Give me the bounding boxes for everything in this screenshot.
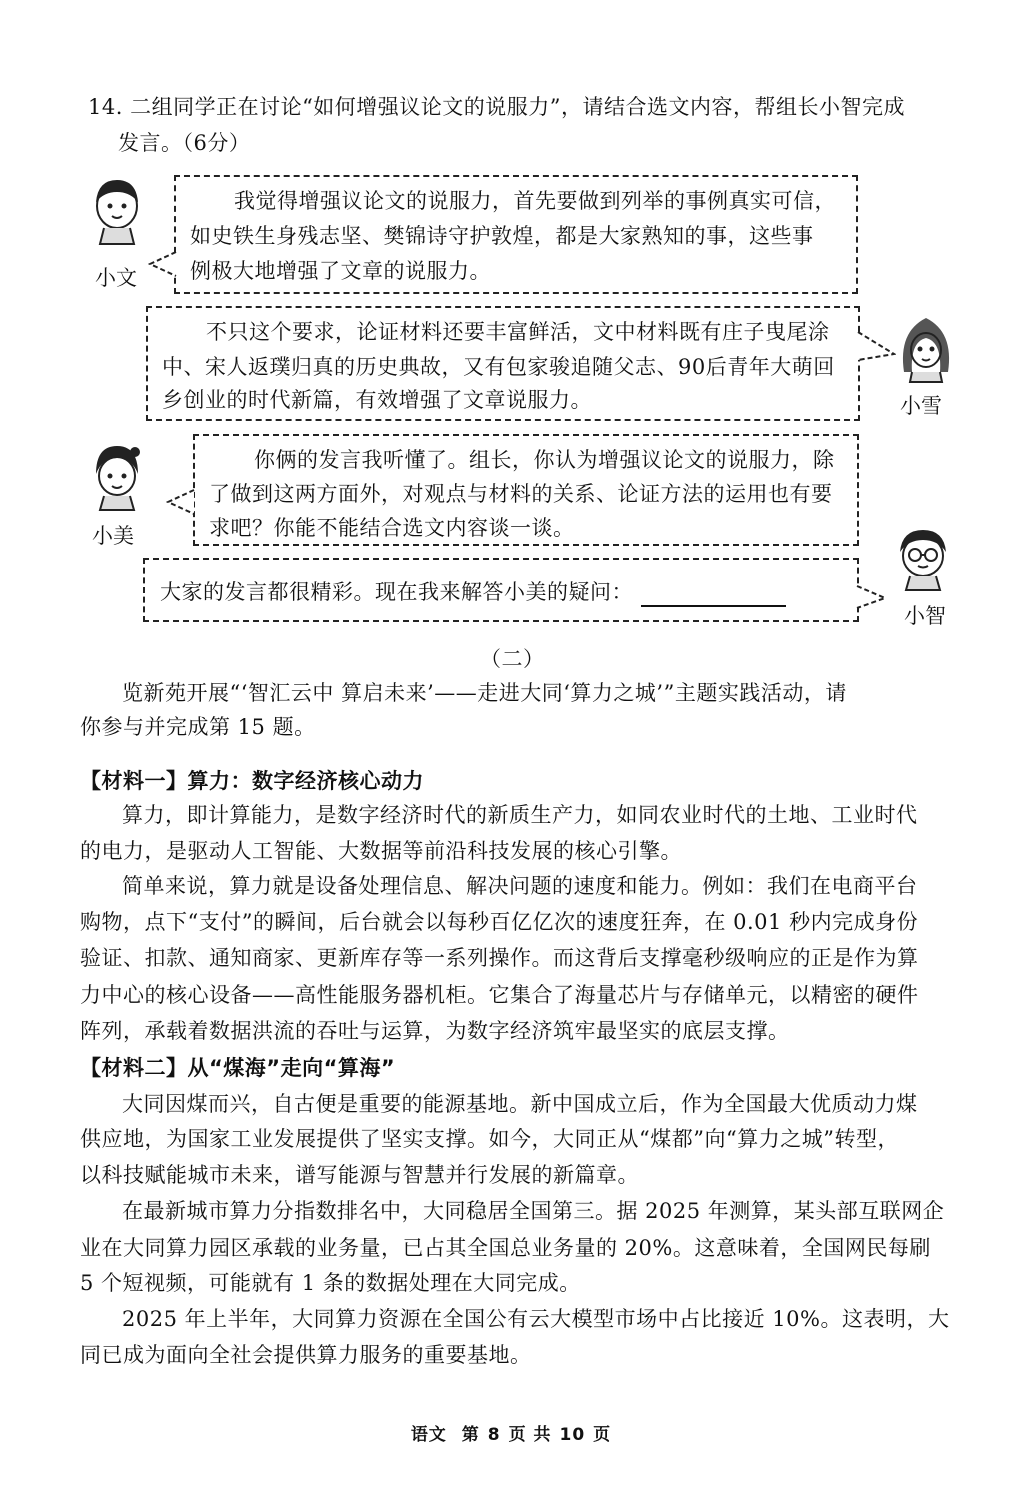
footer-page-mid: 页 共 [508, 1425, 552, 1445]
xiaozhi-name: 小智 [904, 604, 946, 628]
xiaoxue-line-2: 中、宋人返璞归真的历史典故，又有包家骏追随父志、90后青年大萌回 [162, 355, 835, 379]
xiaowen-name: 小文 [95, 266, 137, 290]
xiaowen-line-2: 如史铁生身残志坚、樊锦诗守护敦煌，都是大家熟知的事，这些事 [190, 224, 814, 248]
material-2-line-2: 供应地，为国家工业发展提供了坚实支撑。如今，大同正从“煤都”向“算力之城”转型， [80, 1127, 899, 1151]
xiaowen-line-1: 我觉得增强议论文的说服力，首先要做到列举的事例真实可信， [234, 189, 836, 213]
question-14-line-2: 发言。（6分） [118, 131, 251, 155]
material-1-line-5: 验证、扣款、通知商家、更新库存等一系列操作。而这背后支撑毫秒级响应的正是作为算 [80, 946, 919, 970]
material-1-line-2: 的电力，是驱动人工智能、大数据等前沿科技发展的核心引擎。 [80, 839, 682, 863]
material-1-line-6: 力中心的核心设备——高性能服务器机柜。它集合了海量芯片与存储单元，以精密的硬件 [80, 983, 919, 1007]
material-2-line-7: 2025 年上半年，大同算力资源在全国公有云大模型市场中占比接近 10%。这表明，大 [122, 1307, 950, 1331]
footer-page-number: 8 [487, 1425, 501, 1445]
answer-blank[interactable] [641, 583, 786, 607]
material-1-line-7: 阵列，承载着数据洪流的吞吐与运算，为数字经济筑牢最坚实的底层支撑。 [80, 1019, 790, 1043]
footer-total-pages: 10 [559, 1425, 586, 1445]
material-1-line-1: 算力，即计算能力，是数字经济时代的新质生产力，如同农业时代的土地、工业时代 [122, 803, 918, 827]
footer-page-suffix: 页 [593, 1425, 612, 1445]
material-2-line-6: 5 个短视频，可能就有 1 条的数据处理在大同完成。 [80, 1271, 581, 1295]
material-2-line-4: 在最新城市算力分指数排名中，大同稳居全国第三。据 2025 年测算，某头部互联网企 [122, 1199, 945, 1223]
xiaoxue-line-1: 不只这个要求，论证材料还要丰富鲜活，文中材料既有庄子曳尾涂 [206, 320, 830, 344]
material-1-heading: 【材料一】算力：数字经济核心动力 [80, 769, 424, 793]
xiaozhi-line [160, 577, 786, 607]
material-1-line-3: 简单来说，算力就是设备处理信息、解决问题的速度和能力。例如：我们在电商平台 [122, 874, 918, 898]
xiaomei-line-3: 求吧？你能不能结合选文内容谈一谈。 [209, 516, 575, 540]
xiaomei-line-1: 你俩的发言我听懂了。组长，你认为增强议论文的说服力，除 [254, 448, 835, 472]
footer-page-prefix: 第 [461, 1425, 480, 1445]
question-14-line-1: 14. 二组同学正在讨论“如何增强议论文的说服力”，请结合选文内容，帮组长小智完成 [88, 95, 906, 119]
xiaomei-bubble-tail [166, 488, 196, 518]
material-2-heading: 【材料二】从“煤海”走向“算海” [80, 1056, 396, 1080]
material-2-line-5: 业在大同算力园区承载的业务量，已占其全国总业务量的 20%。这意味着，全国网民每刷 [80, 1236, 931, 1260]
xiaoxue-name: 小雪 [900, 394, 942, 418]
section-2-intro-line-2: 你参与并完成第 15 题。 [80, 715, 316, 739]
xiaowen-bubble-tail [148, 250, 178, 280]
material-2-line-8: 同已成为面向全社会提供算力服务的重要基地。 [80, 1343, 532, 1367]
xiaozhi-line-text: 大家的发言都很精彩。现在我来解答小美的疑问： [160, 580, 633, 604]
material-2-line-1: 大同因煤而兴，自古便是重要的能源基地。新中国成立后，作为全国最大优质动力煤 [122, 1092, 918, 1116]
xiaowen-line-3: 例极大地增强了文章的说服力。 [190, 259, 491, 283]
xiaowen-avatar [90, 176, 144, 246]
material-1-line-4: 购物，点下“支付”的瞬间，后台就会以每秒百亿亿次的速度狂奔，在 0.01 秒内完成身份 [80, 910, 919, 934]
footer-subject: 语文 [410, 1425, 447, 1445]
material-2-line-3: 以科技赋能城市未来，谱写能源与智慧并行发展的新篇章。 [80, 1163, 639, 1187]
xiaomei-line-2: 了做到这两方面外，对观点与材料的关系、论证方法的运用也有要 [209, 482, 833, 506]
section-2-heading: （二） [480, 647, 545, 671]
xiaomei-avatar [88, 440, 146, 512]
xiaoxue-line-3: 乡创业的时代新篇，有效增强了文章说服力。 [162, 388, 592, 412]
xiaoxue-bubble-tail [856, 330, 896, 362]
section-2-intro-line-1: 览新苑开展“‘智汇云中 算启未来’——走进大同‘算力之城’”主题实践活动，请 [122, 681, 847, 705]
xiaozhi-bubble-tail [855, 584, 887, 610]
xiaoxue-avatar [896, 312, 956, 384]
xiaomei-name: 小美 [92, 524, 134, 548]
page-footer [0, 1420, 1022, 1445]
xiaozhi-avatar [892, 526, 954, 592]
